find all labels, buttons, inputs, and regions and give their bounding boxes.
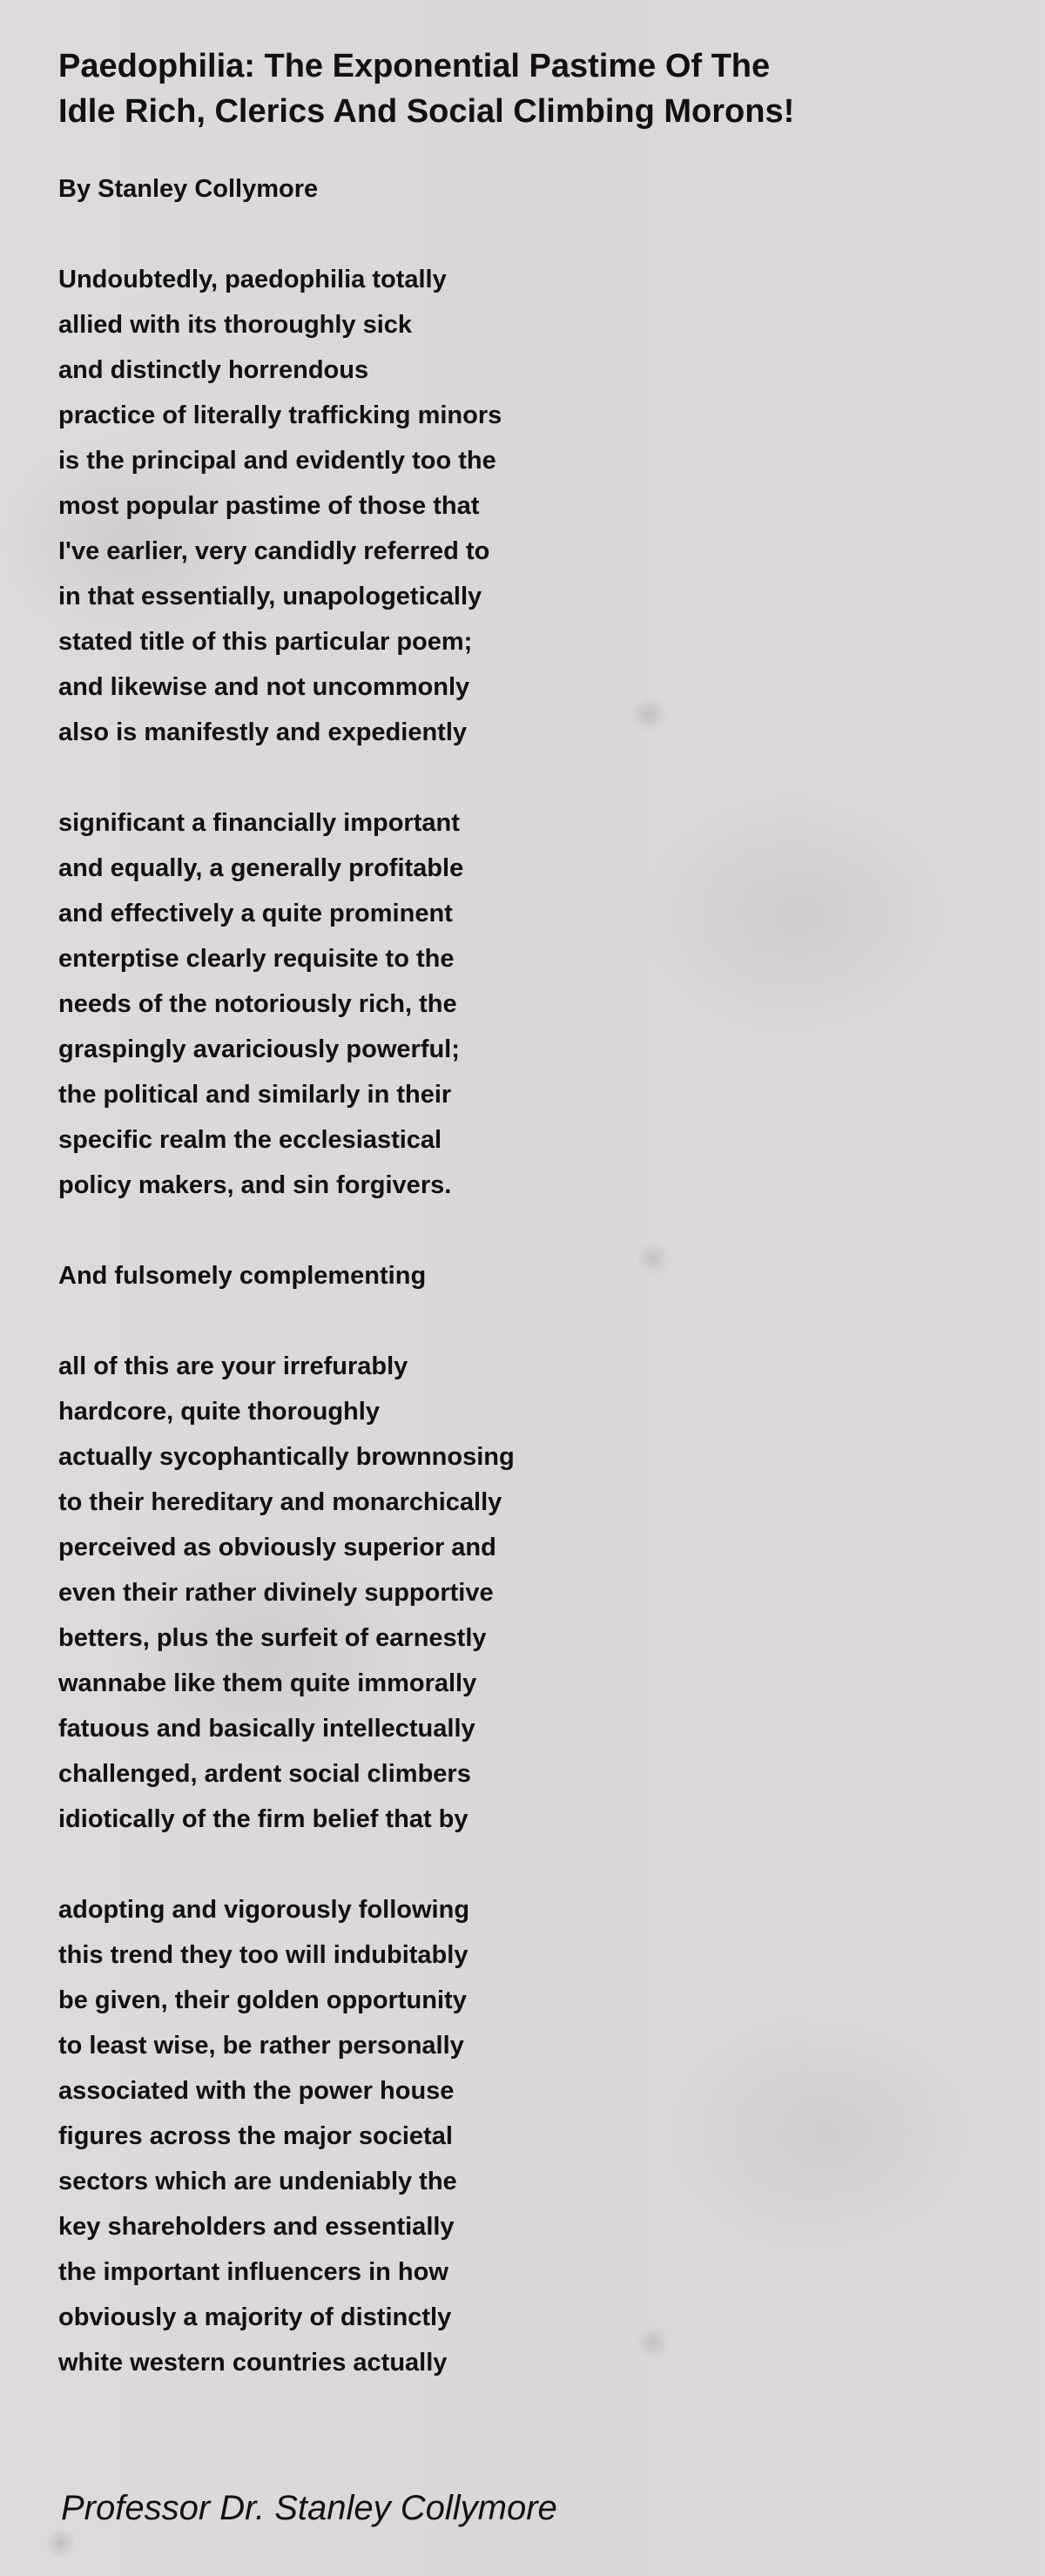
- poem-line: to their hereditary and monarchically: [58, 1488, 502, 1516]
- poem-line: stated title of this particular poem;: [58, 628, 473, 656]
- poem-line: white western countries actually: [58, 2349, 448, 2377]
- poem-line: and distinctly horrendous: [58, 356, 369, 384]
- poem-line: sectors which are undeniably the: [58, 2168, 457, 2195]
- poem-line: this trend they too will indubitably: [58, 1941, 469, 1969]
- poem-title-line: Paedophilia: The Exponential Pastime Of The: [58, 48, 771, 84]
- poem-line: allied with its thoroughly sick: [58, 311, 413, 339]
- poem-line: and effectively a quite prominent: [58, 900, 453, 927]
- poem-line: be given, their golden opportunity: [58, 1986, 467, 2014]
- poem-line: needs of the notoriously rich, the: [58, 990, 457, 1018]
- poem-line: in that essentially, unapologetically: [58, 583, 482, 610]
- poem-line: policy makers, and sin forgivers.: [58, 1171, 452, 1199]
- poem: [58, 44, 999, 2385]
- poem-line: associated with the power house: [58, 2077, 455, 2105]
- poem-line: also is manifestly and expediently: [58, 718, 467, 746]
- poem-line: the political and similarly in their: [58, 1081, 452, 1109]
- poem-line: is the principal and evidently too the: [58, 447, 496, 475]
- poem-stanza: [58, 1344, 999, 1842]
- poem-line: the important influencers in how: [58, 2258, 448, 2286]
- poem-line: perceived as obviously superior and: [58, 1534, 496, 1561]
- poem-line: idiotically of the firm belief that by: [58, 1805, 469, 1833]
- poem-stanza: [58, 1887, 999, 2385]
- poem-body: [58, 257, 999, 2385]
- poem-line: wannabe like them quite immorally: [58, 1669, 477, 1697]
- poem-line: Undoubtedly, paedophilia totally: [58, 266, 447, 293]
- poem-line: adopting and vigorously following: [58, 1896, 470, 1924]
- poem-stanza: [58, 257, 999, 755]
- poem-line: even their rather divinely supportive: [58, 1579, 494, 1607]
- poem-line: practice of literally trafficking minors: [58, 401, 502, 429]
- author-signature: Professor Dr. Stanley Collymore: [61, 2489, 557, 2527]
- poem-line: I've earlier, very candidly referred to: [58, 537, 490, 565]
- poem-line: and likewise and not uncommonly: [58, 673, 470, 701]
- poem-line: obviously a majority of distinctly: [58, 2303, 452, 2331]
- poem-line: And fulsomely complementing: [58, 1262, 427, 1290]
- poem-line: actually sycophantically brownnosing: [58, 1443, 515, 1471]
- poem-stanza: [58, 800, 999, 1208]
- poem-title: [58, 44, 999, 134]
- poem-line: most popular pastime of those that: [58, 492, 480, 520]
- poem-line: betters, plus the surfeit of earnestly: [58, 1624, 487, 1652]
- poem-line: graspingly avariciously powerful;: [58, 1035, 460, 1063]
- poem-line: all of this are your irrefurably: [58, 1352, 408, 1380]
- poem-title-line: Idle Rich, Clerics And Social Climbing Morons!: [58, 93, 795, 130]
- poem-line: and equally, a generally profitable: [58, 854, 464, 882]
- poem-line: enterptise clearly requisite to the: [58, 945, 455, 973]
- poem-author: By Stanley Collymore: [58, 175, 319, 203]
- poem-line: hardcore, quite thoroughly: [58, 1398, 380, 1426]
- poem-line: fatuous and basically intellectually: [58, 1715, 475, 1743]
- poem-line: figures across the major societal: [58, 2122, 453, 2150]
- poem-line: significant a financially important: [58, 809, 460, 837]
- poem-line: challenged, ardent social climbers: [58, 1760, 471, 1788]
- poem-stanza: [58, 1253, 999, 1298]
- poem-line: to least wise, be rather personally: [58, 2032, 464, 2060]
- poem-line: specific realm the ecclesiastical: [58, 1126, 442, 1154]
- poem-line: key shareholders and essentially: [58, 2213, 455, 2241]
